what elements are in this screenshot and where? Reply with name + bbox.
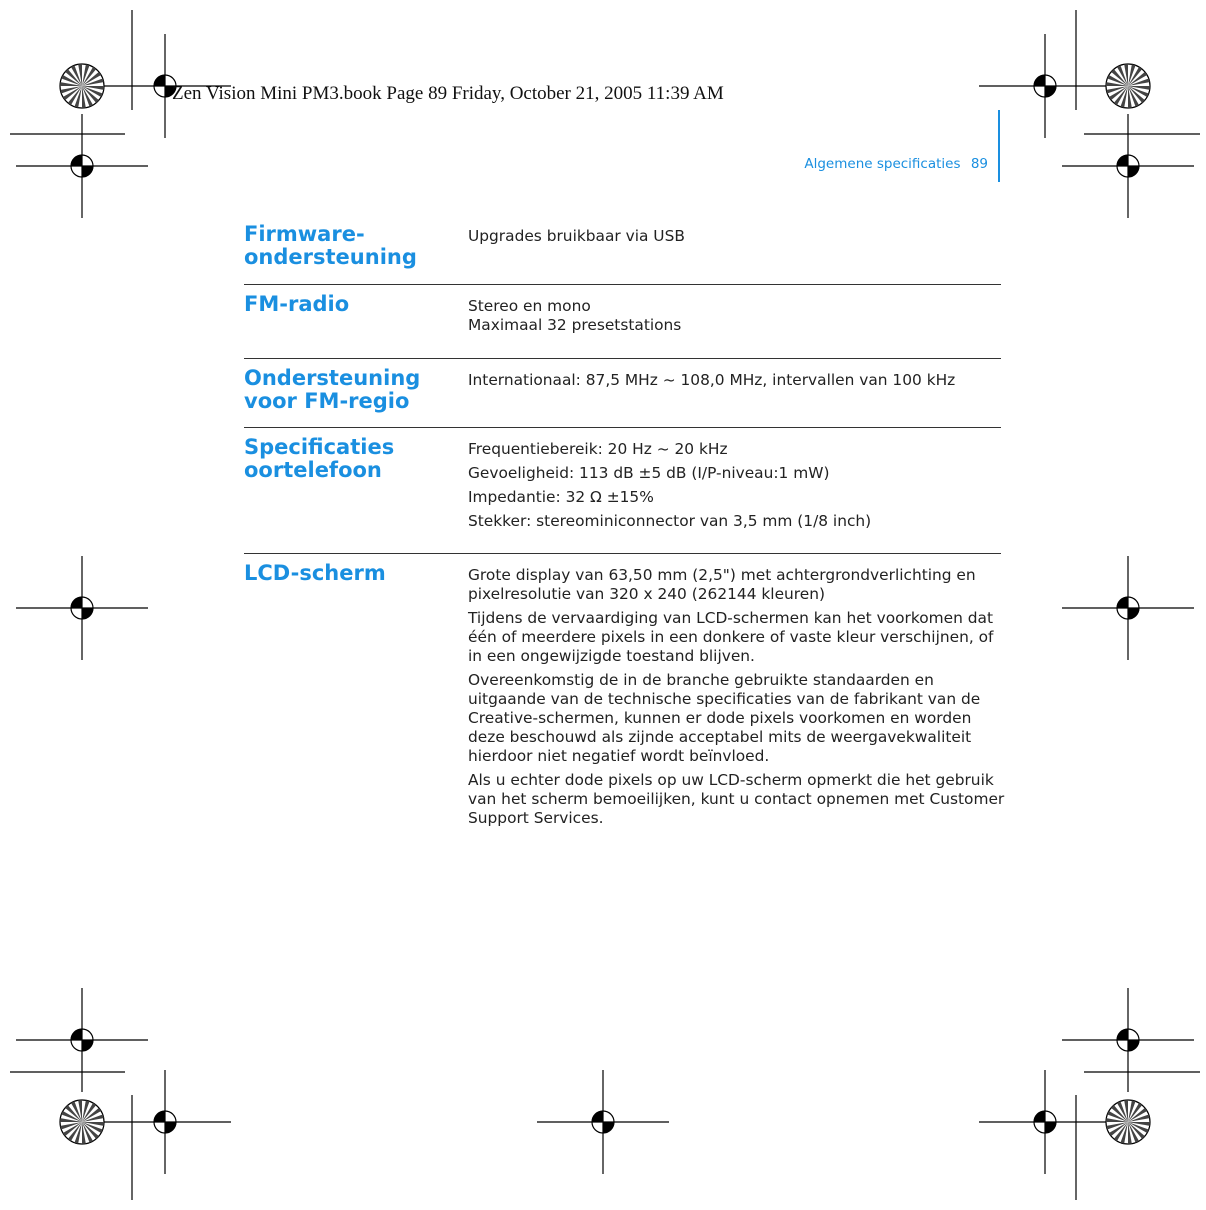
spec-description — [468, 297, 1008, 335]
spec-line: Internationaal: 87,5 MHz ~ 108,0 MHz, intervallen van 100 kHz — [468, 371, 956, 389]
spec-paragraph: Overeenkomstig de in de branche gebruikte standaarden en uitgaande van de technische specificaties van de fabrikant van de Creative-schermen, kunnen er dode pixels voorkomen en worden deze beschouwd als zijnde acceptabel mits de weergavekwaliteit hierdoor niet negatief wordt beïnvloed. — [468, 671, 981, 765]
spec-term — [244, 562, 459, 585]
spec-row-lcd — [244, 553, 1005, 894]
spec-row-earphones — [244, 427, 1001, 552]
spec-description — [468, 566, 1008, 833]
registration-mark — [16, 556, 148, 660]
starburst-mark — [1106, 64, 1150, 108]
registration-mark — [16, 114, 148, 218]
starburst-mark — [1106, 1100, 1150, 1144]
spec-row-fm-radio — [244, 284, 1001, 343]
spec-line: Maximaal 32 presetstations — [468, 316, 682, 334]
book-slug: Zen Vision Mini PM3.book Page 89 Friday, October 21, 2005 11:39 AM — [172, 83, 724, 104]
spec-paragraph: Tijdens de vervaardiging van LCD-schermen kan het voorkomen dat één of meerdere pixels in een donkere of vaste kleur verschijnen, of in een ongewijzigde toestand blijven. — [468, 609, 994, 665]
spec-term-label: Ondersteuning voor FM-regio — [244, 366, 421, 413]
spec-line: Upgrades bruikbaar via USB — [468, 227, 685, 245]
spec-term-label: Firmware- ondersteuning — [244, 222, 417, 269]
spec-description — [468, 440, 1008, 536]
spec-paragraph: Grote display van 63,50 mm (2,5") met achtergrondverlichting en pixelresolutie van 320 x 240 (262144 kleuren) — [468, 566, 976, 603]
running-head-title: Algemene specificaties — [804, 156, 961, 172]
spec-paragraph: Als u echter dode pixels op uw LCD-scherm opmerkt die het gebruik van het scherm bemoeilijken, kunt u contact opnemen met Customer Support Services. — [468, 771, 1005, 827]
spec-term — [244, 367, 459, 413]
spec-term-label: Specificaties oortelefoon — [244, 435, 395, 482]
spec-description — [468, 227, 1008, 251]
registration-mark — [537, 1070, 669, 1174]
registration-mark — [16, 988, 148, 1092]
registration-mark — [979, 1070, 1111, 1174]
spec-line: Stereo en mono — [468, 297, 591, 315]
running-head-rule — [998, 110, 1000, 182]
spec-term — [244, 223, 459, 269]
spec-term-label: LCD-scherm — [244, 561, 386, 585]
page-number: 89 — [970, 156, 988, 172]
starburst-mark — [60, 64, 104, 108]
spec-term — [244, 293, 459, 316]
registration-mark — [1062, 988, 1194, 1092]
spec-line: Stekker: stereominiconnector van 3,5 mm (1/8 inch) — [468, 512, 872, 530]
starburst-mark — [60, 1100, 104, 1144]
spec-term-label: FM-radio — [244, 292, 350, 316]
spec-line: Impedantie: 32 Ω ±15% — [468, 488, 654, 506]
spec-term — [244, 436, 459, 482]
spec-line: Frequentiebereik: 20 Hz ~ 20 kHz — [468, 440, 728, 458]
registration-mark — [99, 1070, 231, 1174]
registration-mark — [1062, 114, 1194, 218]
spec-row-fm-region — [244, 358, 1001, 427]
spec-line: Gevoeligheid: 113 dB ±5 dB (I/P-niveau:1 mW) — [468, 464, 830, 482]
spec-row-firmware — [244, 215, 1001, 283]
running-head — [804, 156, 988, 172]
registration-mark — [1062, 556, 1194, 660]
spec-description — [468, 371, 1028, 395]
